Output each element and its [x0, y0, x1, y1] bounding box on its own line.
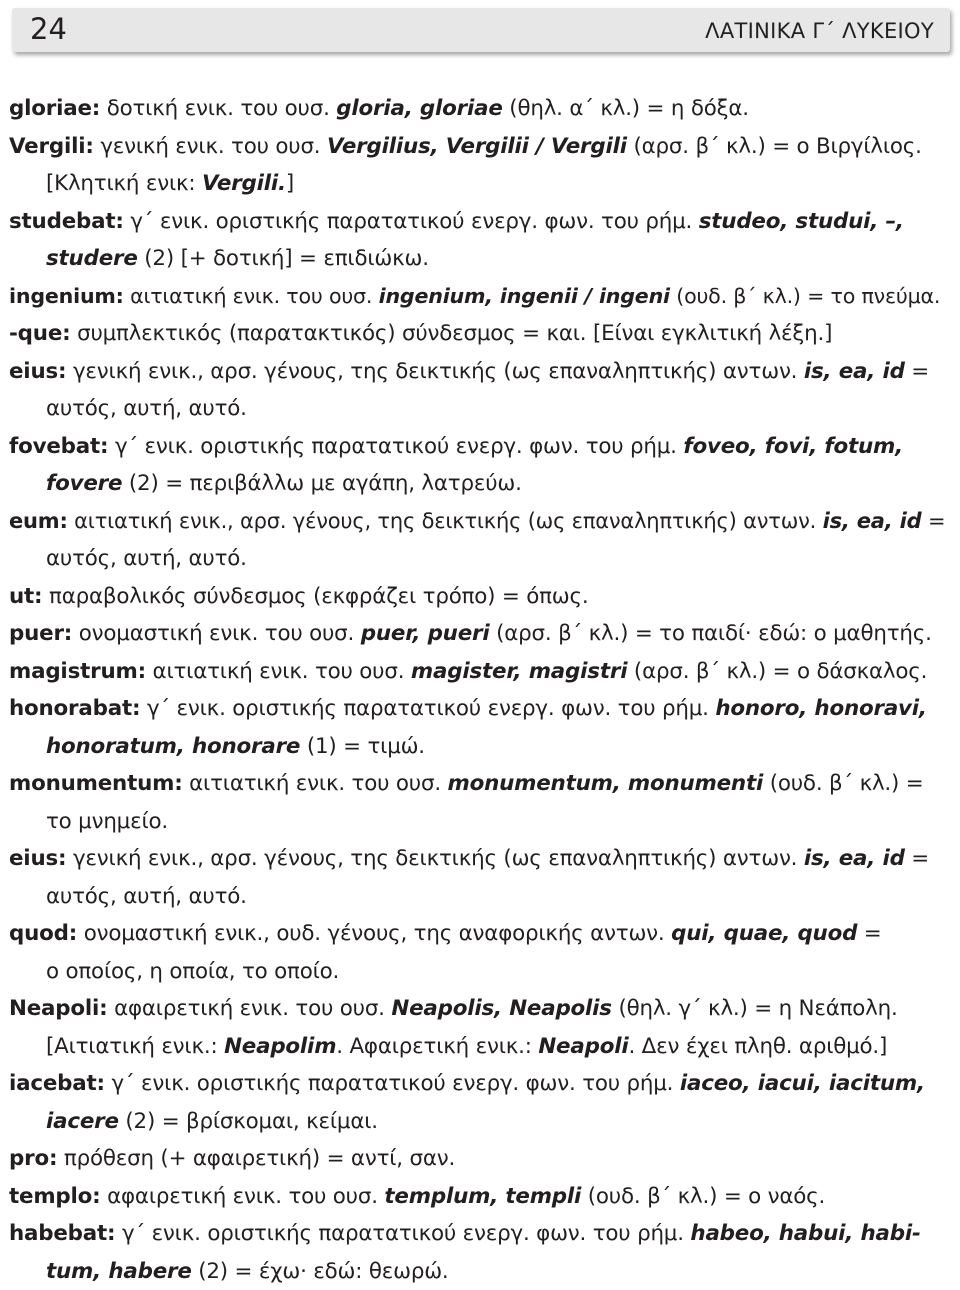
entry-line: [9, 353, 949, 391]
lemma-word: monumentum:: [9, 771, 183, 796]
lemma-word: Vergili:: [9, 134, 94, 159]
entry-continuation-line: [9, 953, 949, 991]
definition-text: αφαιρετική ενικ. του ουσ.: [107, 996, 391, 1021]
entry-line: [9, 203, 949, 241]
lemma-word: Neapoli:: [9, 996, 107, 1021]
latin-forms: Vergilius, Vergilii / Vergili: [327, 134, 627, 159]
lemma-word: honorabat:: [9, 696, 140, 721]
latin-forms: qui, quae, quod: [671, 921, 857, 946]
definition-text: (ουδ. β΄ κλ.) = το πνεύμα.: [670, 284, 940, 308]
latin-forms: honoratum, honorare: [46, 734, 300, 759]
latin-forms: puer, pueri: [361, 621, 490, 646]
lemma-word: pro:: [9, 1146, 57, 1171]
definition-text: γενική ενικ., αρσ. γένους, της δεικτικής (ως επαναληπτικής) αντων.: [66, 359, 804, 384]
latin-forms: gloria, gloriae: [336, 96, 502, 121]
latin-forms: is, ea, id: [804, 846, 905, 871]
definition-text: . Αφαιρετική ενικ.:: [336, 1034, 538, 1059]
definition-text: παραβολικός σύνδεσμος (εκφράζει τρόπο) = όπως.: [42, 584, 588, 609]
definition-text: αιτιατική ενικ. του ουσ.: [124, 284, 379, 308]
definition-text: αυτός, αυτή, αυτό.: [46, 884, 247, 909]
entry-line: [9, 1140, 949, 1178]
page-header: [12, 8, 950, 52]
latin-forms: iacere: [46, 1109, 119, 1134]
entry-line: [9, 128, 949, 166]
lemma-word: eius:: [9, 846, 66, 871]
definition-text: =: [905, 846, 929, 871]
definition-text: =: [857, 921, 881, 946]
definition-text: [Κλητική ενικ:: [46, 171, 202, 196]
lemma-word: quod:: [9, 921, 77, 946]
latin-forms: fovere: [46, 471, 122, 496]
latin-forms: iaceo, iacui, iacitum,: [680, 1071, 925, 1096]
lemma-word: gloriae:: [9, 96, 100, 121]
lemma-word: eius:: [9, 359, 66, 384]
glossary-entries: [9, 90, 949, 1290]
definition-text: γ΄ ενικ. οριστικής παρατατικού ενεργ. φων. του ρήμ.: [108, 434, 683, 459]
definition-text: ]: [286, 171, 294, 196]
entry-line: [9, 765, 949, 803]
latin-forms: magister, magistri: [411, 659, 627, 684]
entry-line: [9, 1065, 949, 1103]
definition-text: δοτική ενικ. του ουσ.: [100, 96, 336, 121]
entry-continuation-line: [9, 728, 949, 766]
definition-text: [Αιτιατική ενικ.:: [46, 1034, 224, 1059]
entry-line: [9, 990, 949, 1028]
latin-forms: Neapolis, Neapolis: [391, 996, 611, 1021]
entry-continuation-line: [9, 1103, 949, 1141]
definition-text: (2) = έχω· εδώ: θεωρώ.: [192, 1259, 449, 1284]
definition-text: αυτός, αυτή, αυτό.: [46, 396, 247, 421]
definition-text: (αρσ. β΄ κλ.) = το παιδί· εδώ: ο μαθητής.: [490, 621, 932, 646]
latin-forms: templum, templi: [384, 1184, 581, 1209]
definition-text: (2) = βρίσκομαι, κείμαι.: [119, 1109, 378, 1134]
latin-forms: Neapoli: [538, 1034, 628, 1059]
definition-text: (θηλ. γ΄ κλ.) = η Νεάπολη.: [612, 996, 898, 1021]
entry-continuation-line: [9, 1253, 949, 1290]
lemma-word: eum:: [9, 509, 68, 533]
latin-forms: Vergili.: [202, 171, 286, 196]
latin-forms: studere: [46, 246, 138, 271]
entry-continuation-line: [9, 390, 949, 428]
lemma-word: habebat:: [9, 1221, 115, 1246]
lemma-word: iacebat:: [9, 1071, 105, 1096]
entry-continuation-line: [9, 165, 949, 203]
entry-continuation-line: [9, 1028, 949, 1066]
entry-continuation-line: [9, 540, 949, 578]
entry-line: [9, 915, 949, 953]
entry-line: [9, 615, 949, 653]
latin-forms: monumentum, monumenti: [448, 771, 764, 796]
definition-text: γ΄ ενικ. οριστικής παρατατικού ενεργ. φων. του ρήμ.: [124, 209, 699, 234]
running-title: ΛΑΤΙΝΙΚΑ Γ΄ ΛΥΚΕΙΟΥ: [705, 19, 934, 43]
definition-text: αφαιρετική ενικ. του ουσ.: [101, 1184, 385, 1209]
entry-line: [9, 315, 949, 353]
definition-text: (1) = τιμώ.: [300, 734, 425, 759]
definition-text: ονομαστική ενικ., ουδ. γένους, της αναφορικής αντων.: [77, 921, 671, 946]
definition-text: (2) [+ δοτική] = επιδιώκω.: [138, 246, 429, 271]
entry-line: [9, 690, 949, 728]
entry-continuation-line: [9, 465, 949, 503]
definition-text: . Δεν έχει πληθ. αριθμό.]: [628, 1034, 887, 1059]
lemma-word: fovebat:: [9, 434, 108, 459]
definition-text: =: [922, 509, 946, 533]
lemma-word: magistrum:: [9, 659, 146, 684]
definition-text: το μνημείο.: [46, 809, 168, 834]
entry-line: [9, 90, 949, 128]
entry-line: [9, 1178, 949, 1216]
latin-forms: tum, habere: [46, 1259, 192, 1284]
definition-text: αιτιατική ενικ., αρσ. γένους, της δεικτικής (ως επαναληπτικής) αντων.: [68, 509, 823, 533]
definition-text: πρόθεση (+ αφαιρετική) = αντί, σαν.: [57, 1146, 455, 1171]
definition-text: =: [905, 359, 929, 384]
lemma-word: puer:: [9, 621, 72, 646]
definition-text: (2) = περιβάλλω με αγάπη, λατρεύω.: [122, 471, 521, 496]
entry-continuation-line: [9, 240, 949, 278]
latin-forms: habeo, habui, habi-: [690, 1221, 920, 1246]
entry-continuation-line: [9, 803, 949, 841]
lemma-word: studebat:: [9, 209, 124, 234]
definition-text: (αρσ. β΄ κλ.) = ο Βιργίλιος.: [627, 134, 922, 159]
definition-text: γενική ενικ., αρσ. γένους, της δεικτικής (ως επαναληπτικής) αντων.: [66, 846, 804, 871]
definition-text: (ουδ. β΄ κλ.) =: [763, 771, 923, 796]
latin-forms: honoro, honoravi,: [715, 696, 927, 721]
definition-text: (θηλ. α΄ κλ.) = η δόξα.: [503, 96, 749, 121]
page-number: 24: [30, 12, 67, 46]
definition-text: (αρσ. β΄ κλ.) = ο δάσκαλος.: [627, 659, 927, 684]
definition-text: γ΄ ενικ. οριστικής παρατατικού ενεργ. φων. του ρήμ.: [115, 1221, 690, 1246]
definition-text: γ΄ ενικ. οριστικής παρατατικού ενεργ. φων. του ρήμ.: [140, 696, 715, 721]
lemma-word: -que:: [9, 321, 70, 346]
latin-forms: is, ea, id: [804, 359, 905, 384]
entry-line: [9, 578, 949, 616]
entry-line: [9, 840, 949, 878]
definition-text: αυτός, αυτή, αυτό.: [46, 546, 247, 571]
definition-text: ο οποίος, η οποία, το οποίο.: [46, 959, 339, 984]
latin-forms: is, ea, id: [823, 509, 922, 533]
entry-line: [9, 503, 949, 541]
lemma-word: ut:: [9, 584, 42, 609]
definition-text: ονομαστική ενικ. του ουσ.: [72, 621, 361, 646]
entry-continuation-line: [9, 878, 949, 916]
entry-line: [9, 428, 949, 466]
definition-text: γενική ενικ. του ουσ.: [94, 134, 327, 159]
definition-text: συμπλεκτικός (παρατακτικός) σύνδεσμος = και. [Είναι εγκλιτική λέξη.]: [70, 321, 832, 346]
definition-text: αιτιατική ενικ. του ουσ.: [146, 659, 411, 684]
entry-line: [9, 1215, 949, 1253]
definition-text: γ΄ ενικ. οριστικής παρατατικού ενεργ. φων. του ρήμ.: [105, 1071, 680, 1096]
lemma-word: templo:: [9, 1184, 101, 1209]
lemma-word: ingenium:: [9, 284, 124, 308]
definition-text: (ουδ. β΄ κλ.) = ο ναός.: [581, 1184, 825, 1209]
entry-line: [9, 653, 949, 691]
latin-forms: ingenium, ingenii / ingeni: [379, 284, 670, 308]
latin-forms: studeo, studui, –,: [699, 209, 904, 234]
entry-line: [9, 278, 949, 316]
definition-text: αιτιατική ενικ. του ουσ.: [183, 771, 448, 796]
latin-forms: foveo, fovi, fotum,: [683, 434, 903, 459]
latin-forms: Neapolim: [224, 1034, 336, 1059]
